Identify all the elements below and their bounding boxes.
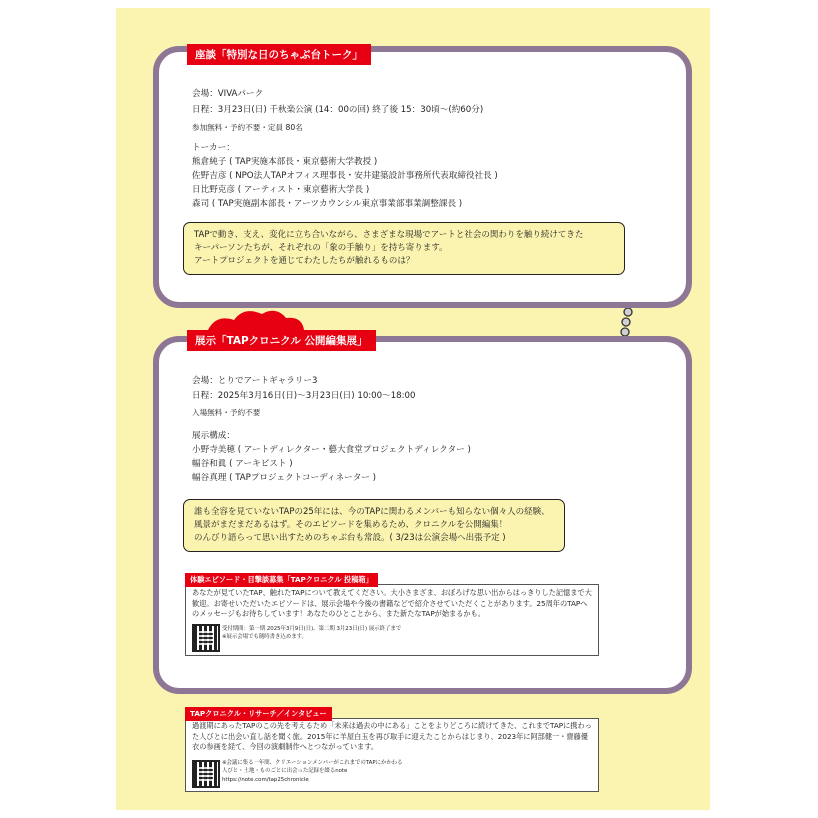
episode-box-tag: 体験エピソード・目撃談募集「TAPクロニクル 投稿箱」	[185, 573, 378, 587]
research-box-note: 人びと・土地・ものごとに出会った記録を綴るnote	[222, 768, 348, 774]
exhibit-venue: 会場：とりでアートギャラリー3	[192, 376, 318, 386]
exhibit-callout-line: 風景がまだまだあるはず。そのエピソードを集めるため、クロニクルを公開編集！	[194, 520, 508, 530]
talk-callout-line: キーパーソンたちが、それぞれの「象の手触り」を持ち寄ります。	[194, 243, 448, 253]
research-box-url[interactable]: https://note.com/tap25chronicle	[222, 777, 309, 783]
talk-speakers-label: トーカー：	[192, 143, 235, 153]
exhibit-date: 日程：2025年3月16日(日)〜3月23日(日) 10:00〜18:00	[192, 391, 416, 401]
exhibit-member: 幅谷和眞 ( アーキビスト )	[192, 459, 293, 469]
exhibit-admission: 入場無料・予約不要	[192, 408, 261, 417]
talk-speaker: 佐野吉彦 ( NPO法人TAPオフィス理事長・安井建築設計事務所代表取締役社長 )	[192, 171, 498, 181]
research-box-note: ※会議に集る一年間、クリエーションメンバーがこれまでのTAPにかかわる	[222, 760, 403, 766]
qr-code-icon[interactable]	[192, 624, 220, 652]
episode-box-text: あなたが見ていたTAP、触れたTAPについて教えてください。大小さまざま、おぼろげな思い出からはっきりした記憶まで大歓迎。お寄せいただいたエピソードは、展示会場や今後の書籍などで紹介させていただくことがあります。25周年のTAPへのメッセージもお待ちしています！あなたのひとことから、また新たなTAPが始まるかも。	[192, 588, 592, 618]
talk-speaker: 熊倉純子 ( TAP実施本部長・東京藝術大学教授 )	[192, 157, 378, 167]
talk-admission: 参加無料・予約不要・定員 80名	[192, 123, 303, 132]
exhibit-member: 小野寺美穂 ( アートディレクター・藝大食堂プロジェクトディレクター )	[192, 445, 471, 455]
exhibit-member: 幅谷真理 ( TAPプロジェクトコーディネーター )	[192, 473, 377, 483]
exhibit-callout-line: のんびり語らって思い出すためのちゃぶ台も常設。( 3/23は公演会場へ出張予定 )	[194, 533, 506, 543]
exhibit-composition-label: 展示構成：	[192, 431, 235, 441]
talk-speaker: 日比野克彦 ( アーティスト・東京藝術大学長 )	[192, 185, 370, 195]
talk-callout	[183, 222, 625, 275]
talk-date: 日程：3月23日(日) 千秋楽公演 (14：00の回) 終了後 15：30頃〜(約60分)	[192, 105, 484, 115]
talk-section-tag: 座談「特別な日のちゃぶ台トーク」	[187, 44, 371, 65]
research-box-tag: TAPクロニクル・リサーチ／インタビュー	[185, 707, 332, 721]
talk-venue: 会場：VIVAパーク	[192, 89, 264, 99]
talk-speaker: 森司 ( TAP実施副本部長・アーツカウンシル東京事業部事業調整課長 )	[192, 199, 463, 209]
qr-code-icon[interactable]	[192, 760, 220, 788]
research-box-text: 過渡期にあったTAPのこの先を考えるため「未来は過去の中にある」ことをよりどころに続けてきた、これまでTAPに携わった人びとに出会い直し話を聞く旅。2015年に羊屋白玉を再び取手に迎えたことからはじまり、2023年に阿部健一・齋藤優衣の参画を経て、今回の演劇制作へとつながっています。	[192, 721, 592, 751]
exhibit-callout	[183, 499, 565, 552]
talk-callout-line: TAPで動き、支え、変化に立ち合いながら、さまざまな現場でアートと社会の関わりを触り続けてきた	[194, 230, 584, 240]
talk-callout-line: アートプロジェクトを通じてわたしたちが触れるものは？	[194, 256, 415, 266]
exhibit-callout-line: 誰も全容を見ていないTAPの25年には、今のTAPに関わるメンバーも知らない個々人の経験、	[194, 507, 550, 517]
episode-box-note: 受付期間：第一期 2025年3月9日(日)、第二期 3月23日(日) 展示終了まで	[222, 626, 402, 632]
exhibit-section-tag: 展示「TAPクロニクル 公開編集展」	[187, 330, 376, 351]
episode-box-note: ※展示会場でも随時書き込めます。	[222, 634, 307, 640]
